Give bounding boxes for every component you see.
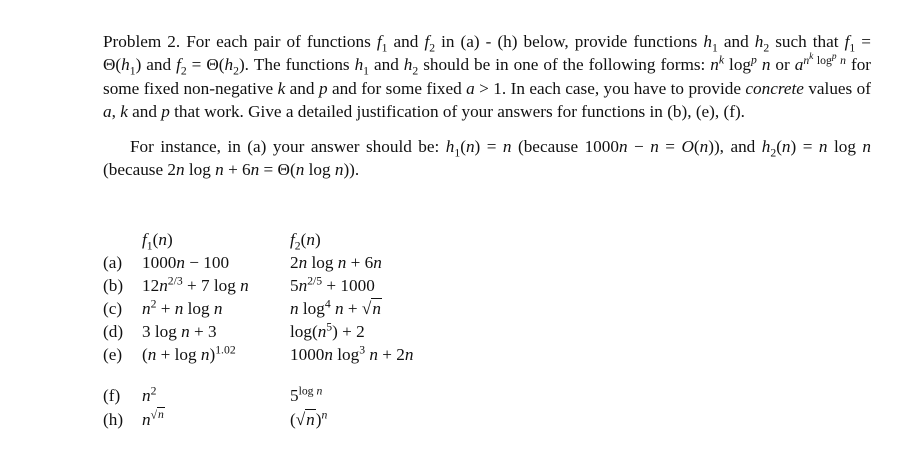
row-f1: $(n + \log n)^{1.02}$ [142,343,236,364]
row-f2: $\log(n^5) + 2$ [290,320,365,341]
row-f2: 1000n $\log^3 n + 2n$ [290,343,414,364]
row-f1: 3 log n + 3 [142,322,217,341]
row-f1: 1000n − 100 [142,253,230,272]
row-f2: $(√n)^n$ [290,408,328,429]
row-f1: $n^2$ [142,384,157,405]
problem-heading: Problem 2. [103,32,181,51]
header-f1: $f_1(n)$ [142,230,173,253]
row-f1: $n^2 + n$ log n [142,297,223,318]
problem-example: For instance, in (a) your answer should be: $h_1(n) = n$ (because 1000n − n = O(n)), and $h_2(n) = n$ log n (because 2n log n + 6n = Θ(n log n)). [103,137,871,180]
problem-text [103,30,871,182]
row-f2: $5n^{2/5} + 1000$ [290,274,375,295]
row-label: (c) [103,299,123,318]
row-label: (d) [103,322,124,341]
row-label: (f) [103,386,121,405]
row-f2: $5^{log n}$ [290,384,323,405]
row-label: (h) [103,410,124,429]
row-f1: $n^{√n}$ [142,408,164,429]
row-f2: 2n log n + 6n [290,253,382,272]
problem-intro: Problem 2. For each pair of functions $f_1$ and $f_2$ in (a) - (h) below, provide functions $h_1$ and $h_2$ such that $f_1 = \Theta(h_1)$ and $f_2 = \Theta(h_2)$. The functions $h_1$ and $h_2$ should be in one of the following forms: $n^k$ $\log^p n$ or $a^{n^k log^p n}$ for some fixed non-negative k and p and for some fixed a > 1. In each case, you have to provide concrete values of a, k and p that work. Give a detailed justification of your answers for functions in (b), (e), (f). [103,32,872,121]
row-f2: n $\log^4 n + √n$ [290,297,381,318]
header-f2: $f_2(n)$ [290,230,321,253]
row-label: (a) [103,253,123,272]
row-label: (e) [103,345,123,364]
row-label: (b) [103,276,124,295]
row-f1: $12n^{2/3} + 7$ log n [142,274,249,295]
